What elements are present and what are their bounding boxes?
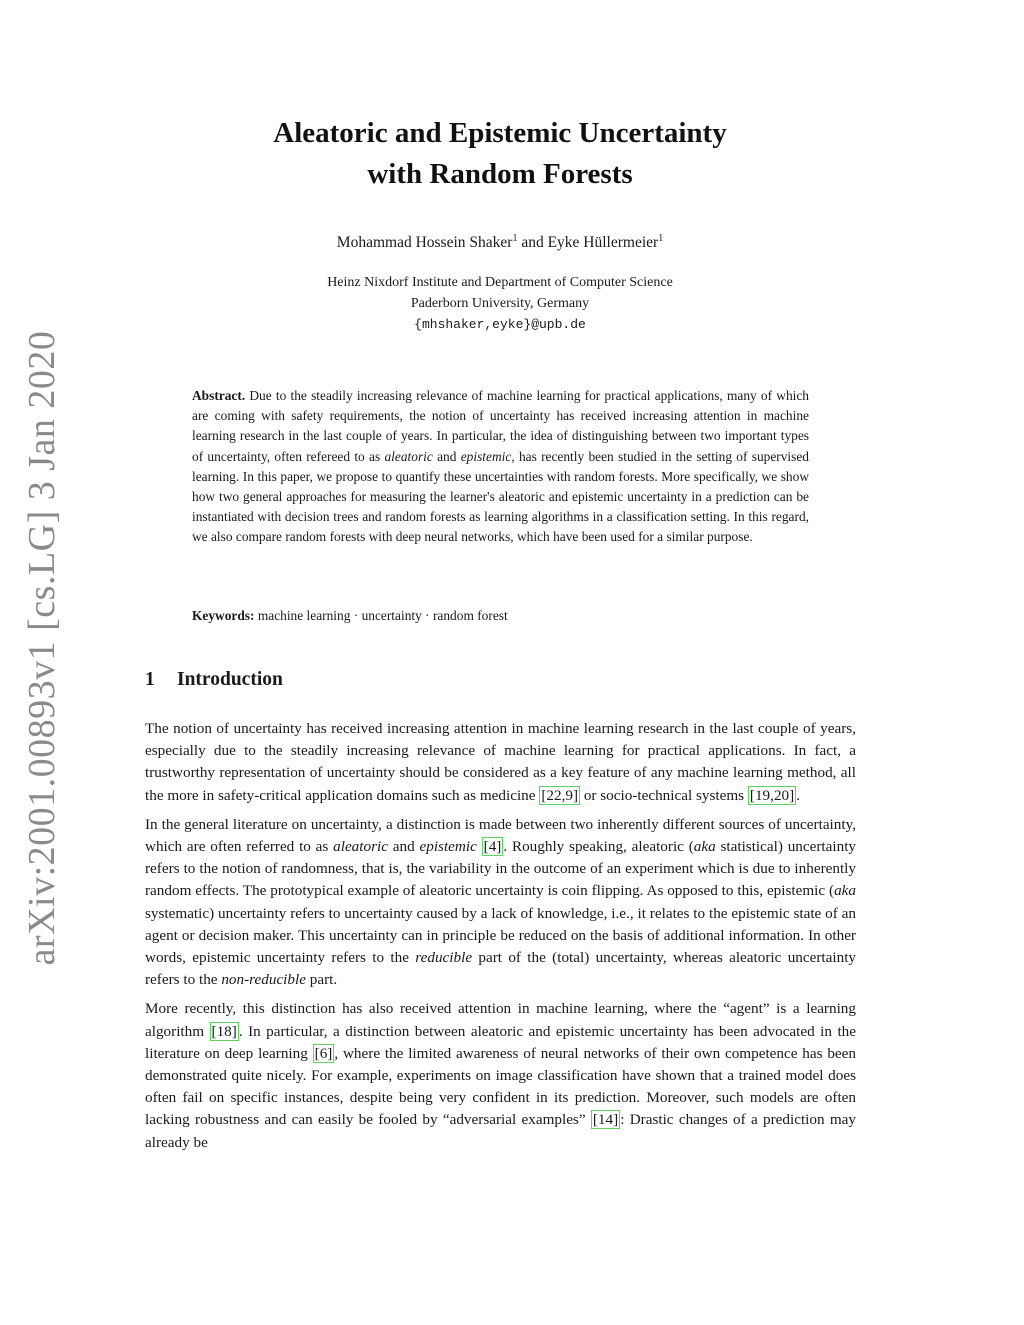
paragraph-text: . Roughly speaking, aleatoric ( bbox=[503, 838, 694, 856]
affiliation-block bbox=[150, 272, 850, 335]
paragraph-text bbox=[477, 838, 482, 855]
title-line-1: Aleatoric and Epistemic Uncertainty bbox=[273, 117, 727, 149]
citation-link[interactable]: [18] bbox=[211, 1022, 237, 1040]
paragraph-text: part of the (total) uncertainty, whereas aleatoric uncertainty refers to the bbox=[145, 949, 857, 989]
emphasis: non-reducible bbox=[221, 971, 306, 989]
paragraph-text: or socio-technical systems bbox=[580, 786, 748, 804]
paragraph-text: systematic) uncertainty refers to uncertainty caused by a lack of knowledge, i.e., it relates to the epistemic state of an agent or decision maker. This uncertainty can in principle be reduced on the basis of additional information. In other words, epistemic uncertainty refers to the bbox=[145, 904, 856, 967]
paragraph-text: . In particular, a distinction between aleatoric and epistemic uncertainty has been advocated in the literature on deep learning bbox=[145, 1022, 856, 1062]
title-line-2: with Random Forests bbox=[367, 158, 633, 190]
affiliation-line: Paderborn University, Germany bbox=[410, 296, 590, 311]
emphasis: epistemic bbox=[419, 838, 477, 856]
section-title: Introduction bbox=[177, 669, 283, 690]
keywords-text: machine learning · uncertainty · random forest bbox=[257, 608, 508, 623]
paragraph-text: : Drastic changes of a prediction may already be bbox=[145, 1111, 856, 1151]
paper-title bbox=[150, 113, 850, 195]
emphasis: reducible bbox=[415, 949, 473, 967]
paragraph-text: part. bbox=[305, 971, 338, 989]
affiliation-marker: 1 bbox=[658, 233, 664, 244]
section-heading bbox=[145, 669, 283, 691]
citation-link[interactable]: [22,9] bbox=[541, 786, 579, 804]
citation-link[interactable]: [6] bbox=[314, 1044, 333, 1062]
paragraph bbox=[145, 998, 856, 1153]
author-name: Mohammad Hossein Shaker bbox=[336, 234, 513, 252]
citation-link[interactable]: [4] bbox=[483, 838, 502, 856]
abstract-text: Due to the steadily increasing relevance of machine learning for practical applications, many of which are coming with safety requirements, the notion of uncertainty has received increasing attention in machine learning research in the last couple of years. In particular, the idea of distinguishing between two important types of uncertainty, often refereed to as bbox=[192, 388, 809, 464]
arxiv-stamp: arXiv:2001.00893v1 [cs.LG] 3 Jan 2020 bbox=[21, 330, 63, 966]
author-name: Eyke Hüllermeier bbox=[547, 234, 659, 252]
affiliation-marker: 1 bbox=[512, 233, 518, 244]
paragraph-text: . bbox=[796, 786, 800, 804]
paragraph-text: statistical) uncertainty refers to the notion of randomness, that is, the variability in the outcome of an experiment which is due to inherently random effects. The prototypical example of aleatoric uncertainty is coin flipping. As opposed to this, epistemic ( bbox=[145, 838, 857, 900]
emphasis: aka bbox=[834, 882, 856, 900]
abstract-label: Abstract. bbox=[192, 388, 246, 403]
paragraph-text: and bbox=[387, 838, 420, 856]
abstract-emphasis: aleatoric bbox=[384, 448, 433, 464]
abstract-text: , has recently been studied in the setting of supervised learning. In this paper, we propose to quantify these uncertainties with random forests. More specifically, we show how two general approaches for measuring the learner's aleatoric and epistemic uncertainty in a prediction can be instantiated with decision trees and random forests as learning algorithms in a classification setting. In this regard, we also compare random forests with deep neural networks, which have been used for a similar purpose. bbox=[192, 448, 810, 545]
paragraph bbox=[145, 814, 856, 992]
author-list bbox=[150, 233, 850, 252]
emphasis: aleatoric bbox=[333, 838, 388, 856]
keywords bbox=[192, 608, 809, 624]
paragraph-text: More recently, this distinction has also received attention in machine learning, where the “agent” is a learning algorithm bbox=[145, 1000, 856, 1040]
affiliation-line: Heinz Nixdorf Institute and Department of Computer Science bbox=[327, 275, 673, 290]
citation-link[interactable]: [19,20] bbox=[749, 786, 795, 804]
author-email: {mhshaker,eyke}@upb.de bbox=[414, 317, 586, 332]
abstract bbox=[192, 386, 809, 548]
section-number: 1 bbox=[145, 669, 155, 690]
abstract-emphasis: epistemic bbox=[460, 448, 512, 464]
emphasis: aka bbox=[693, 838, 716, 856]
paragraph-text: The notion of uncertainty has received increasing attention in machine learning research in the last couple of years, especially due to the steadily increasing relevance of machine learning for practical applications. In fact, a trustworthy representation of uncertainty should be considered as a key feature of any machine learning method, all the more in safety-critical application domains such as medicine bbox=[145, 720, 856, 804]
paragraph-text: In the general literature on uncertainty, a distinction is made between two inherently different sources of uncertainty, which are often referred to as bbox=[145, 815, 856, 856]
paragraph-text: , where the limited awareness of neural networks of their own competence has been demonstrated quite nicely. For example, experiments on image classification have shown that a trained model does often fail on specific instances, despite being very confident in its prediction. Moreover, such models are often lacking robustness and can easily be fooled by “adversarial examples” bbox=[145, 1044, 856, 1129]
abstract-text: and bbox=[432, 448, 461, 464]
paragraph bbox=[145, 718, 856, 807]
keywords-label: Keywords: bbox=[192, 608, 255, 623]
body-text bbox=[145, 718, 856, 1161]
author-conjunction: and bbox=[517, 234, 548, 252]
citation-link[interactable]: [14] bbox=[592, 1111, 619, 1129]
